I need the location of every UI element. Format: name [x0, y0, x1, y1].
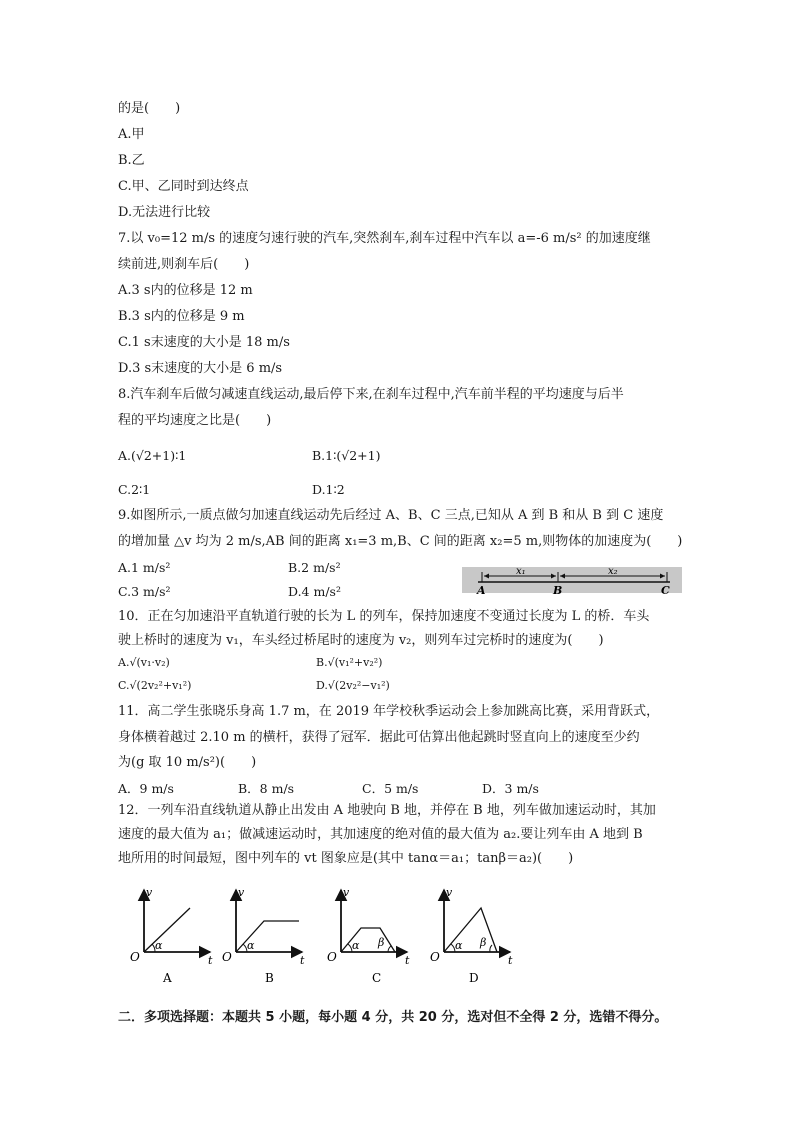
q12-graph-b-t-label: t: [300, 954, 305, 967]
q8-stem-line2: 程的平均速度之比是( ): [118, 413, 272, 428]
q11-stem-line2: 身体横着越过 2.10 m 的横杆，获得了冠军．据此可估算出他起跳时竖直向上的速度至少约: [118, 730, 640, 745]
q12-graph-c-alpha: α: [352, 939, 360, 952]
q11-option-b: B．8 m/s: [238, 781, 295, 796]
q12-graph-d-v-label: v: [446, 886, 453, 899]
q10-stem-line1: 10．正在匀加速沿平直轨道行驶的长为 L 的列车，保持加速度不变通过长度为 L 的桥．车头: [118, 609, 650, 624]
section-2-heading: 二．多项选择题：本题共 5 小题，每小题 4 分，共 20 分，选对但不全得 2 分，选错不得分。: [118, 1010, 668, 1025]
q8-stem-line1: 8.汽车刹车后做匀减速直线运动,最后停下来,在刹车过程中,汽车前半程的平均速度与后半: [118, 387, 624, 402]
q6-option-b: B.乙: [118, 153, 145, 168]
q11-option-d: D．3 m/s: [482, 781, 539, 796]
q11-stem-line1: 11．高二学生张晓乐身高 1.7 m，在 2019 年学校秋季运动会上参加跳高比赛，采用背跃式，: [118, 704, 660, 719]
q9-stem-line1: 9.如图所示,一质点做匀加速直线运动先后经过 A、B、C 三点,已知从 A 到 B 和从 B 到 C 速度: [118, 508, 664, 523]
q12-graph-d-t-label: t: [508, 954, 513, 967]
q9-option-b: B.2 m/s²: [288, 560, 341, 575]
q12-graph-c-caption: C: [372, 971, 382, 985]
q12-graph-d-beta: β: [480, 936, 487, 949]
q10-option-d: D.√(2v₂²−v₁²): [316, 679, 390, 692]
q12-graph-d-alpha: α: [455, 939, 463, 952]
q9-label-x2: x₂: [608, 566, 618, 577]
q9-stem-line2: 的增加量 △v 均为 2 m/s,AB 间的距离 x₁=3 m,B、C 间的距离 x₂=5 m,则物体的加速度为( ): [118, 534, 683, 549]
q7-option-b: B.3 s内的位移是 9 m: [118, 309, 245, 324]
q6-option-d: D.无法进行比较: [118, 205, 211, 220]
q9-option-a: A.1 m/s²: [118, 560, 171, 575]
q12-graph-c-origin: O: [327, 950, 337, 964]
q10-stem-line2: 驶上桥时的速度为 v₁，车头经过桥尾时的速度为 v₂，则列车过完桥时的速度为( ): [118, 633, 604, 648]
q9-label-x1: x₁: [516, 566, 526, 577]
q12-graph-b-alpha: α: [247, 939, 255, 952]
q7-option-c: C.1 s末速度的大小是 18 m/s: [118, 335, 290, 350]
q7-stem-line2: 续前进,则刹车后( ): [118, 257, 250, 272]
q12-graph-b-caption: B: [265, 971, 274, 985]
q9-option-d: D.4 m/s²: [288, 584, 341, 599]
q9-figure: [462, 563, 682, 597]
q12-stem-line2: 速度的最大值为 a₁；做减速运动时，其加速度的绝对值的最大值为 a₂.要让列车由 A 地到 B: [118, 827, 643, 842]
q9-figure-background: [462, 567, 682, 593]
q12-graphs: [124, 884, 524, 990]
q12-graph-c: [327, 886, 410, 985]
q7-stem-line1: 7.以 v₀=12 m/s 的速度匀速行驶的汽车,突然刹车,刹车过程中汽车以 a=-6 m/s² 的加速度继: [118, 231, 651, 246]
q8-option-d: D.1∶2: [312, 482, 345, 497]
q11-option-a: A．9 m/s: [118, 781, 174, 796]
q7-option-a: A.3 s内的位移是 12 m: [118, 283, 253, 298]
q12-graph-a: [130, 886, 213, 985]
q9-point-c: C: [661, 584, 670, 597]
q6-option-a: A.甲: [118, 127, 145, 142]
q12-graph-a-origin: O: [130, 950, 140, 964]
q6-stem-tail: 的是( ): [118, 101, 181, 116]
q12-graph-a-alpha: α: [155, 939, 163, 952]
q8-option-a: A.(√2+1)∶1: [118, 448, 187, 463]
q9-point-a: A: [477, 584, 486, 597]
q9-option-c: C.3 m/s²: [118, 584, 171, 599]
q12-graph-b-v-label: v: [238, 886, 245, 899]
q11-option-c: C．5 m/s: [362, 781, 419, 796]
q12-stem-line3: 地所用的时间最短，图中列车的 vt 图象应是(其中 tanα＝a₁；tanβ＝a₂)( ): [118, 851, 574, 866]
q6-option-c: C.甲、乙同时到达终点: [118, 179, 249, 194]
q12-graph-b-origin: O: [222, 950, 232, 964]
q10-option-b: B.√(v₁²+v₂²): [316, 656, 383, 669]
q12-graph-a-t-label: t: [208, 954, 213, 967]
q8-option-c: C.2∶1: [118, 482, 151, 497]
q10-option-a: A.√(v₁·v₂): [118, 656, 170, 669]
q12-graph-c-t-label: t: [405, 954, 410, 967]
q12-graph-a-v-label: v: [146, 886, 153, 899]
q12-graph-d: [430, 886, 513, 985]
q11-stem-line3: 为(g 取 10 m/s²)( ): [118, 755, 257, 770]
q12-stem-line1: 12．一列车沿直线轨道从静止出发由 A 地驶向 B 地，并停在 B 地，列车做加速运动时，其加: [118, 803, 656, 818]
q12-graph-d-caption: D: [469, 971, 479, 985]
q12-graph-d-origin: O: [430, 950, 440, 964]
q8-option-b: B.1∶(√2+1): [312, 448, 381, 463]
q12-graph-b: [222, 886, 305, 985]
q9-point-b: B: [553, 584, 563, 597]
q10-option-c: C.√(2v₂²+v₁²): [118, 679, 192, 692]
q12-graph-c-beta: β: [378, 936, 385, 949]
q12-graph-a-caption: A: [163, 971, 172, 985]
q12-graph-c-v-label: v: [343, 886, 350, 899]
q7-option-d: D.3 s末速度的大小是 6 m/s: [118, 361, 283, 376]
